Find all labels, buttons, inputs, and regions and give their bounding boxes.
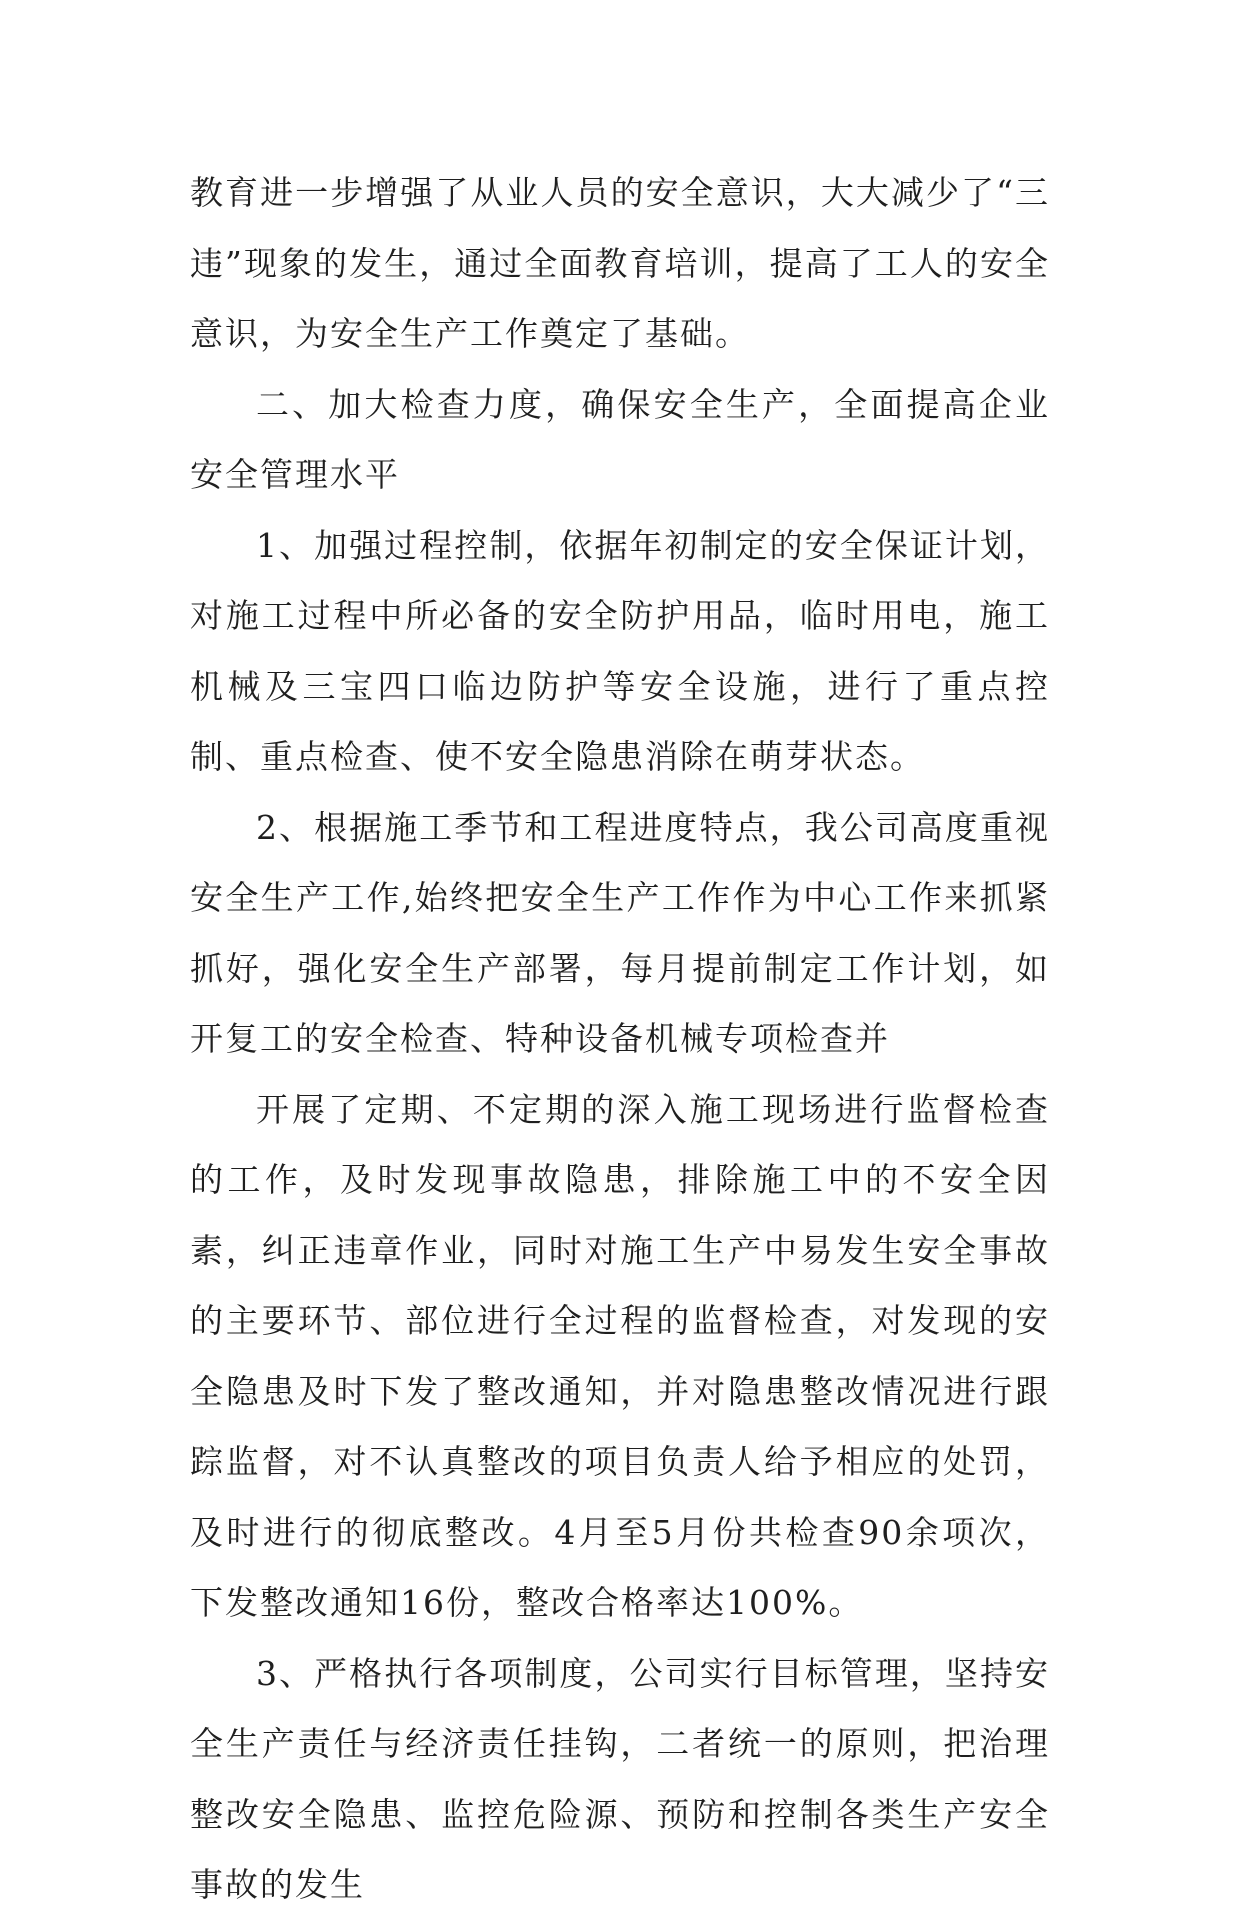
paragraph-item-1: 1、加强过程控制，依据年初制定的安全保证计划，对施工过程中所必备的安全防护用品，临时用电，施工机械及三宝四口临边防护等安全设施，进行了重点控制、重点检查、使不安全隐患消除在萌芽状态。	[190, 525, 1050, 776]
paragraph-1: 教育进一步增强了从业人员的安全意识，大大减少了“三违”现象的发生，通过全面教育培训，提高了工人的安全意识，为安全生产工作奠定了基础。	[190, 173, 1050, 353]
section-heading-2: 二、加大检查力度，确保安全生产，全面提高企业安全管理水平	[190, 384, 1050, 494]
paragraph-item-3: 3、严格执行各项制度，公司实行目标管理，坚持安全生产责任与经济责任挂钩，二者统一的原则，把治理整改安全隐患、监控危险源、预防和控制各类生产安全事故的发生	[190, 1653, 1050, 1904]
paragraph-inspection-results: 开展了定期、不定期的深入施工现场进行监督检查的工作，及时发现事故隐患，排除施工中的不安全因素，纠正违章作业，同时对施工生产中易发生安全事故的主要环节、部位进行全过程的监督检查，对发现的安全隐患及时下发了整改通知，并对隐患整改情况进行跟踪监督，对不认真整改的项目负责人给予相应的处罚，及时进行的彻底整改。4月至5月份共检查90余项次，下发整改通知16份，整改合格率达100%。	[190, 1089, 1050, 1622]
document-body	[190, 158, 1050, 1921]
paragraph-item-2: 2、根据施工季节和工程进度特点，我公司高度重视安全生产工作,始终把安全生产工作作为中心工作来抓紧抓好，强化安全生产部署，每月提前制定工作计划，如开复工的安全检查、特种设备机械专项检查并	[190, 807, 1050, 1058]
